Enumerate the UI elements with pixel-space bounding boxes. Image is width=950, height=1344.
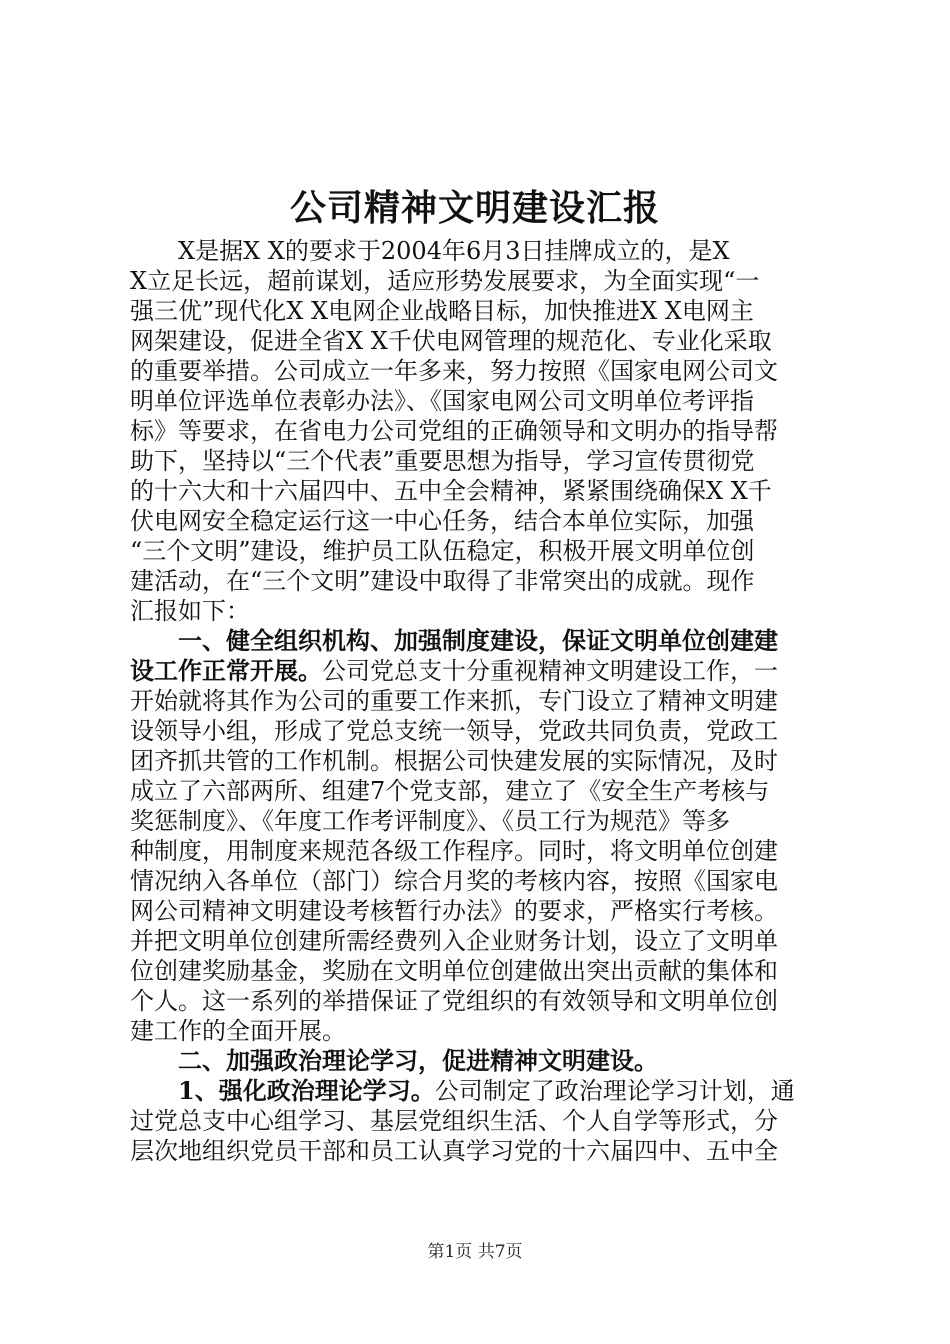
paragraph-line: 情况纳入各单位（部门）综合月奖的考核内容，按照《国家电 (130, 867, 778, 895)
paragraph-line: 种制度，用制度来规范各级工作程序。同时，将文明单位创建 (130, 837, 778, 865)
page-number: 第1页 共7页 (427, 1242, 523, 1262)
paragraph-line: 层次地组织党员干部和员工认真学习党的十六届四中、五中全 (130, 1137, 778, 1165)
paragraph-line: 设领导小组，形成了党总支统一领导，党政共同负责，党政工 (130, 717, 778, 745)
paragraph-line: 伏电网安全稳定运行这一中心任务，结合本单位实际，加强 (130, 507, 754, 535)
paragraph-line: 开始就将其作为公司的重要工作来抓，专门设立了精神文明建 (130, 687, 778, 715)
paragraph-line: 强三优”现代化X X电网企业战略目标，加快推进X X电网主 (130, 297, 754, 325)
section-1-heading: 一、健全组织机构、加强制度建设，保证文明单位创建建 (178, 626, 778, 655)
paragraph-line: 助下，坚持以“三个代表”重要思想为指导，学习宣传贯彻党 (130, 447, 755, 475)
paragraph-line: X立足长远，超前谋划，适应形势发展要求，为全面实现“一 (130, 267, 760, 295)
paragraph-line: 建活动，在“三个文明”建设中取得了非常突出的成就。现作 (130, 567, 755, 595)
paragraph-line: X是据X X的要求于2004年6月3日挂牌成立的，是X (178, 237, 730, 265)
paragraph-line: 奖惩制度》、《年度工作考评制度》、《员工行为规范》等多 (130, 807, 730, 835)
paragraph-line: 团齐抓共管的工作机制。根据公司快建发展的实际情况，及时 (130, 747, 778, 775)
section-2-subheading: 1、强化政治理论学习。 (178, 1076, 435, 1105)
section-1-line (130, 656, 830, 686)
document-body (130, 236, 830, 1166)
paragraph-line: 位创建奖励基金，奖励在文明单位创建做出突出贡献的集体和 (130, 957, 778, 985)
section-1-heading-end: 设工作正常开展。 (130, 656, 322, 685)
paragraph-line: 标》等要求，在省电力公司党组的正确领导和文明办的指导帮 (130, 417, 778, 445)
paragraph-line: 汇报如下： (130, 597, 250, 625)
paragraph-line: 建工作的全面开展。 (130, 1017, 346, 1045)
paragraph-line: 的十六大和十六届四中、五中全会精神，紧紧围绕确保X X千 (130, 477, 772, 505)
document-title: 公司精神文明建设汇报 (289, 187, 660, 229)
section-2-line (130, 1076, 830, 1106)
paragraph-line: 并把文明单位创建所需经费列入企业财务计划，设立了文明单 (130, 927, 778, 955)
paragraph-line: 成立了六部两所、组建7个党支部，建立了《安全生产考核与 (130, 777, 770, 805)
section-1-text: 公司党总支十分重视精神文明建设工作，一 (322, 657, 778, 685)
section-2-text: 公司制定了政治理论学习计划，通 (434, 1077, 795, 1105)
paragraph-line: 网公司精神文明建设考核暂行办法》的要求，严格实行考核。 (130, 897, 778, 925)
paragraph-line: 过党总支中心组学习、基层党组织生活、个人自学等形式，分 (130, 1107, 778, 1135)
paragraph-line: 的重要举措。公司成立一年多来，努力按照《国家电网公司文 (130, 357, 778, 385)
paragraph-line: 明单位评选单位表彰办法》、《国家电网公司文明单位考评指 (130, 387, 754, 415)
paragraph-line: “三个文明”建设，维护员工队伍稳定，积极开展文明单位创 (130, 537, 755, 565)
section-2-heading: 二、加强政治理论学习，促进精神文明建设。 (178, 1046, 658, 1075)
paragraph-line: 网架建设，促进全省X X千伏电网管理的规范化、专业化采取 (130, 327, 772, 355)
paragraph-line: 个人。这一系列的举措保证了党组织的有效领导和文明单位创 (130, 987, 778, 1015)
